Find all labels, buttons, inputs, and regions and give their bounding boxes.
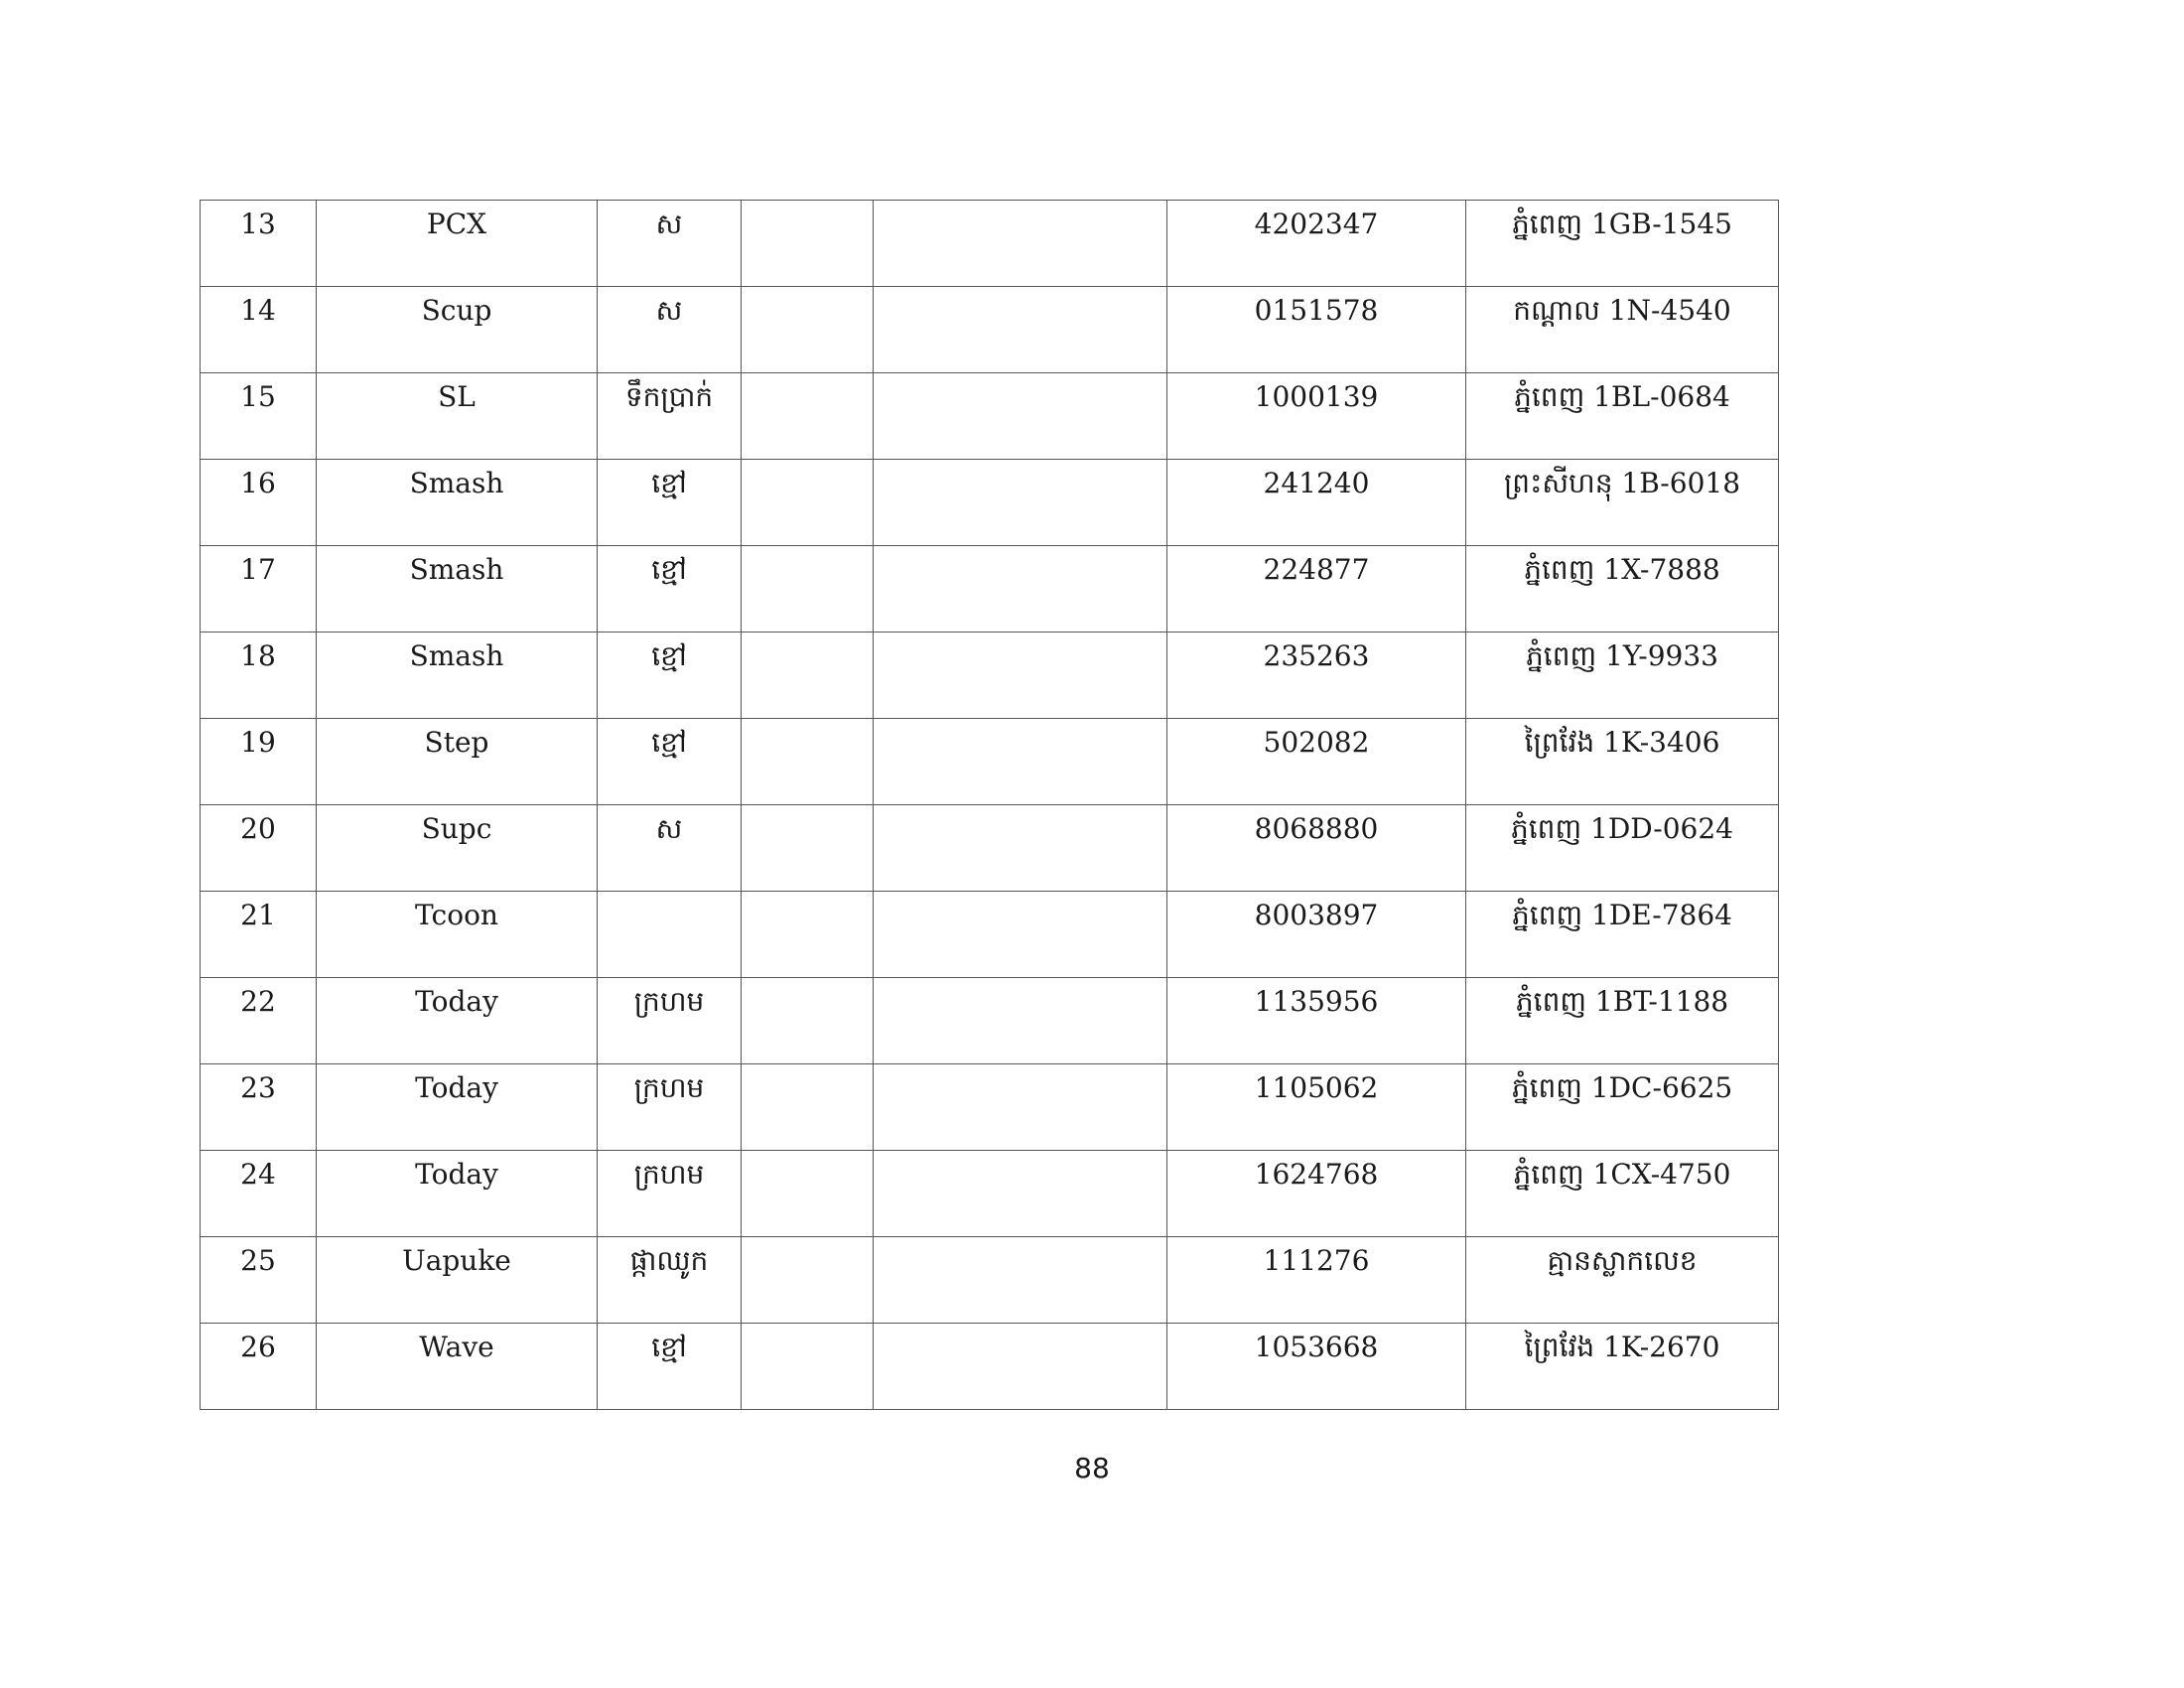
plate-cell: ភ្នំពេញ 1Y-9933 — [1466, 633, 1779, 719]
model-cell: Tcoon — [317, 892, 598, 978]
table-row — [201, 1324, 1779, 1410]
table-row — [201, 719, 1779, 805]
engine-number-cell: 8003897 — [1167, 892, 1466, 978]
row-number-cell: 20 — [201, 805, 317, 892]
engine-number-cell: 0151578 — [1167, 287, 1466, 373]
plate-cell: ភ្នំពេញ 1GB-1545 — [1466, 201, 1779, 287]
plate-cell: ភ្នំពេញ 1BL-0684 — [1466, 373, 1779, 460]
table-row — [201, 373, 1779, 460]
row-number-cell: 18 — [201, 633, 317, 719]
row-number-cell: 22 — [201, 978, 317, 1064]
color-cell: ខ្មៅ — [598, 1324, 742, 1410]
table-row — [201, 1151, 1779, 1237]
vehicle-table — [200, 200, 1779, 1410]
empty-cell — [742, 892, 874, 978]
table-row — [201, 546, 1779, 633]
engine-number-cell: 241240 — [1167, 460, 1466, 546]
plate-cell: ព្រៃវែង 1K-3406 — [1466, 719, 1779, 805]
engine-number-cell: 224877 — [1167, 546, 1466, 633]
empty-cell — [874, 1324, 1167, 1410]
model-cell: Today — [317, 1064, 598, 1151]
table-row — [201, 460, 1779, 546]
color-cell: ខ្មៅ — [598, 719, 742, 805]
table-body — [201, 201, 1779, 1410]
empty-cell — [874, 287, 1167, 373]
color-cell: ស — [598, 287, 742, 373]
model-cell: Scup — [317, 287, 598, 373]
row-number-cell: 16 — [201, 460, 317, 546]
engine-number-cell: 235263 — [1167, 633, 1466, 719]
engine-number-cell: 1135956 — [1167, 978, 1466, 1064]
table-row — [201, 633, 1779, 719]
empty-cell — [742, 719, 874, 805]
table-row — [201, 201, 1779, 287]
empty-cell — [874, 373, 1167, 460]
row-number-cell: 21 — [201, 892, 317, 978]
plate-cell: ភ្នំពេញ 1DD-0624 — [1466, 805, 1779, 892]
row-number-cell: 13 — [201, 201, 317, 287]
engine-number-cell: 1000139 — [1167, 373, 1466, 460]
plate-cell: ភ្នំពេញ 1BT-1188 — [1466, 978, 1779, 1064]
plate-cell: ព្រៃវែង 1K-2670 — [1466, 1324, 1779, 1410]
empty-cell — [742, 287, 874, 373]
table-row — [201, 287, 1779, 373]
row-number-cell: 14 — [201, 287, 317, 373]
color-cell: ផ្កាឈូក — [598, 1237, 742, 1324]
engine-number-cell: 4202347 — [1167, 201, 1466, 287]
color-cell: ខ្មៅ — [598, 546, 742, 633]
engine-number-cell: 1624768 — [1167, 1151, 1466, 1237]
color-cell: ទឹកប្រាក់ — [598, 373, 742, 460]
model-cell: SL — [317, 373, 598, 460]
empty-cell — [742, 1064, 874, 1151]
empty-cell — [742, 1237, 874, 1324]
plate-cell: ភ្នំពេញ 1CX-4750 — [1466, 1151, 1779, 1237]
plate-cell: កណ្តាល 1N-4540 — [1466, 287, 1779, 373]
row-number-cell: 23 — [201, 1064, 317, 1151]
empty-cell — [874, 978, 1167, 1064]
engine-number-cell: 1105062 — [1167, 1064, 1466, 1151]
empty-cell — [874, 1237, 1167, 1324]
empty-cell — [874, 1064, 1167, 1151]
empty-cell — [742, 546, 874, 633]
row-number-cell: 24 — [201, 1151, 317, 1237]
empty-cell — [742, 1324, 874, 1410]
color-cell — [598, 892, 742, 978]
empty-cell — [742, 978, 874, 1064]
row-number-cell: 26 — [201, 1324, 317, 1410]
empty-cell — [742, 633, 874, 719]
color-cell: ខ្មៅ — [598, 633, 742, 719]
plate-cell: ភ្នំពេញ 1DC-6625 — [1466, 1064, 1779, 1151]
color-cell: ក្រហម — [598, 1151, 742, 1237]
model-cell: Smash — [317, 460, 598, 546]
color-cell: ក្រហម — [598, 1064, 742, 1151]
engine-number-cell: 1053668 — [1167, 1324, 1466, 1410]
model-cell: Supc — [317, 805, 598, 892]
empty-cell — [874, 633, 1167, 719]
empty-cell — [874, 460, 1167, 546]
plate-cell: ភ្នំពេញ 1DE-7864 — [1466, 892, 1779, 978]
plate-cell: គ្មានស្លាកលេខ — [1466, 1237, 1779, 1324]
model-cell: Smash — [317, 546, 598, 633]
row-number-cell: 17 — [201, 546, 317, 633]
empty-cell — [742, 373, 874, 460]
empty-cell — [874, 719, 1167, 805]
empty-cell — [742, 1151, 874, 1237]
page-number: 88 — [1074, 1452, 1110, 1484]
model-cell: Wave — [317, 1324, 598, 1410]
color-cell: ស — [598, 805, 742, 892]
table-row — [201, 892, 1779, 978]
color-cell: ស — [598, 201, 742, 287]
model-cell: Step — [317, 719, 598, 805]
model-cell: Today — [317, 1151, 598, 1237]
row-number-cell: 15 — [201, 373, 317, 460]
empty-cell — [874, 805, 1167, 892]
plate-cell: ភ្នំពេញ 1X-7888 — [1466, 546, 1779, 633]
empty-cell — [874, 1151, 1167, 1237]
row-number-cell: 25 — [201, 1237, 317, 1324]
engine-number-cell: 8068880 — [1167, 805, 1466, 892]
color-cell: ខ្មៅ — [598, 460, 742, 546]
empty-cell — [874, 546, 1167, 633]
row-number-cell: 19 — [201, 719, 317, 805]
model-cell: PCX — [317, 201, 598, 287]
table-row — [201, 1237, 1779, 1324]
empty-cell — [742, 460, 874, 546]
model-cell: Smash — [317, 633, 598, 719]
color-cell: ក្រហម — [598, 978, 742, 1064]
engine-number-cell: 502082 — [1167, 719, 1466, 805]
plate-cell: ព្រះសីហនុ 1B-6018 — [1466, 460, 1779, 546]
table-row — [201, 805, 1779, 892]
empty-cell — [742, 201, 874, 287]
empty-cell — [874, 201, 1167, 287]
table-row — [201, 978, 1779, 1064]
table-row — [201, 1064, 1779, 1151]
model-cell: Uapuke — [317, 1237, 598, 1324]
model-cell: Today — [317, 978, 598, 1064]
empty-cell — [742, 805, 874, 892]
empty-cell — [874, 892, 1167, 978]
engine-number-cell: 111276 — [1167, 1237, 1466, 1324]
